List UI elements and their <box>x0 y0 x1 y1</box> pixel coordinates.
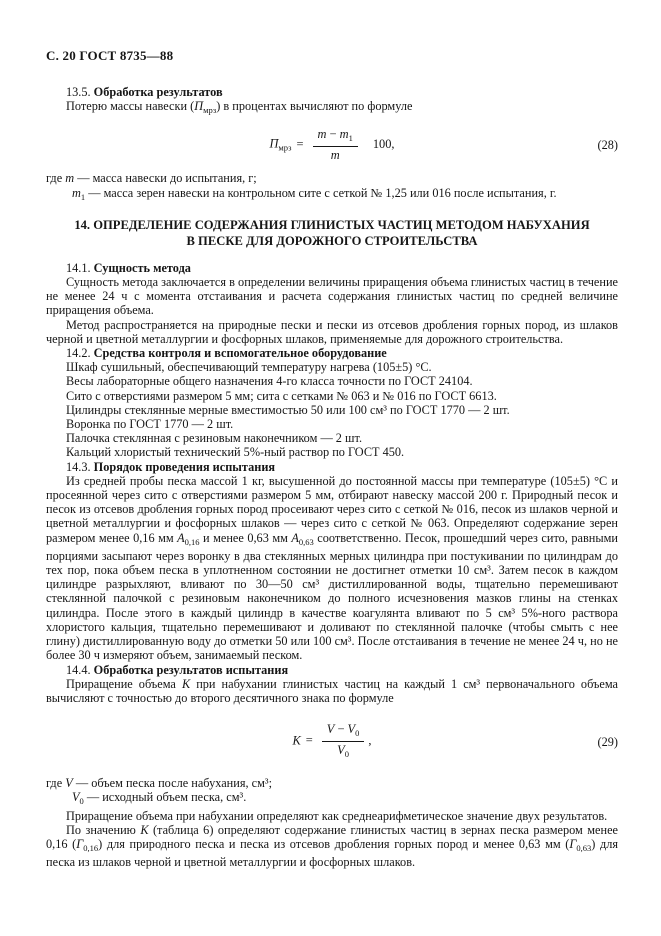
section-14-2-heading <box>46 346 618 360</box>
var-m1-subscript: 1 <box>80 191 86 202</box>
section-14-1-heading <box>46 261 618 275</box>
heading-title: Средства контроля и вспомогательное оборудование <box>93 346 387 361</box>
section-14-title-line1: 14. ОПРЕДЕЛЕНИЕ СОДЕРЖАНИЯ ГЛИНИСТЫХ ЧАСТИЦ МЕТОДОМ НАБУХАНИЯ <box>74 217 590 232</box>
text-run: где <box>46 776 66 791</box>
para-procedure <box>46 474 618 663</box>
para-13-5-intro <box>46 99 618 117</box>
where-line-m <box>46 171 618 185</box>
section-14-title <box>46 217 618 249</box>
var-V: V <box>326 722 335 737</box>
text-run: Из средней пробы песка массой 1 кг, высушенной до постоянной массы при температуре (105±5) °С и просеянной через сито с отверстиями размером 5 мм, отбирают навеску массой 200 г. Природный песок и песок из отсевов дробления горных пород просеивают через сито с сеткой № 016, песок из шлаков черной и цветной металлургии и фосфорных шлаков — через сито с сеткой № 063. Определяют содержание зерен размером менее 0,16 мм <box>46 473 618 545</box>
para-final <box>46 823 618 870</box>
text-run: — масса навески до испытания, г; <box>74 171 257 186</box>
var-A063: A <box>291 530 299 545</box>
equipment-item: Сито с отверстиями размером 5 мм; сита с сетками № 063 и № 016 по ГОСТ 6613. <box>66 388 497 403</box>
symbol-P-mrz-subscript: мрз <box>203 105 217 116</box>
var-m1: m <box>72 185 81 200</box>
var-K: K <box>140 822 149 837</box>
minus-sign: − <box>326 127 340 142</box>
text-run: ) для песка из шлаков черной и цветной металлургии и фосфорных шлаков. <box>46 836 618 870</box>
text-run: Потерю массы навески ( <box>66 99 195 114</box>
section-14-3-heading <box>46 460 618 474</box>
text-run: ) для природного песка и песка из отсевов дробления горных пород и менее 0,63 мм ( <box>98 836 570 851</box>
var-A016-subscript: 0,16 <box>184 536 200 547</box>
var-K: K <box>181 676 191 691</box>
formula-29-body <box>293 722 372 761</box>
equipment-item: Кальций хлористый технический 5%-ный раствор по ГОСТ 450. <box>66 445 405 460</box>
heading-number: 14.3. <box>66 459 91 474</box>
var-A016: A <box>177 530 185 545</box>
var-V0-subscript: 0 <box>344 749 349 760</box>
text-run: (таблица 6) определяют содержание глинистых частиц в зернах песка размером менее 0,16 ( <box>46 822 618 851</box>
para-14-4-intro <box>46 677 618 705</box>
text-run: — исходный объем песка, см³. <box>83 790 247 805</box>
equipment-item: Шкаф сушильный, обеспечивающий температуру нагрева (105±5) °С. <box>66 360 432 375</box>
text-run: где <box>46 171 66 186</box>
formula-29 <box>46 722 618 761</box>
fraction-denominator <box>322 742 365 761</box>
fraction-numerator <box>313 127 358 147</box>
fraction-denominator <box>313 147 358 162</box>
text-run: — масса зерен навески на контрольном сите с сеткой № 1,25 или 016 после испытания, г. <box>85 185 557 200</box>
formula-lhs: П <box>269 136 279 151</box>
text-run: — объем песка после набухания, см³; <box>72 776 272 791</box>
heading-number: 14.1. <box>66 260 91 275</box>
para-essence-2: Метод распространяется на природные пески и пески из отсевов дробления горных пород, из шлаков черной и цветной металлургии и фосфорных шлаков, применяемые для дорожного строительства. <box>46 317 618 346</box>
para-essence-1: Сущность метода заключается в определении величины приращения объема глинистых частиц в течение не менее 24 ч с момента отстаивания и расчета содержания глинистых частиц по средней величине приращения объема. <box>46 275 618 318</box>
var-G016-subscript: 0,16 <box>83 842 99 853</box>
where-line-V <box>46 776 618 790</box>
section-14-title-line2: В ПЕСКЕ ДЛЯ ДОРОЖНОГО СТРОИТЕЛЬСТВА <box>186 233 478 248</box>
equipment-item: Палочка стеклянная с резиновым наконечником — 2 шт. <box>66 431 363 446</box>
formula-28-body <box>269 127 394 162</box>
equipment-item: Весы лабораторные общего назначения 4-го класса точности по ГОСТ 24104. <box>66 374 473 389</box>
var-m: m <box>65 171 75 186</box>
minus-sign: − <box>334 722 348 737</box>
text-run: и менее 0,63 мм <box>199 530 292 545</box>
text-run: соответственно. Песок, прошедший через сито, равными порциями засыпают через воронку в два стеклянных мерных цилиндра при постукивании по цилиндрам до тех пор, пока объем песка в уплотненном состоянии не достигнет отметки 10 см³. Затем песок в каждом цилиндре разрыхляют, вливают по 30—50 см³ дистиллированной воды, тщательно перемешивают стеклянной палочкой с резиновым наконечником до полного исчезновения мазков глины на стенках цилиндра. После этого в каждый цилиндр в качестве коагулянта вливают по 5 см³ 5%-ного раствора хлористого кальция, тщательно перемешивают и доливают по стеклянной палочке (чтобы смыть с нее глину) дистиллированную воду до отметки 50 или 100 см³. После отстаивания в течение не менее 24 ч, но не более 30 ч измеряют объем, занимаемый песком. <box>46 530 618 663</box>
var-V: V <box>65 776 73 791</box>
equation-number-28: (28) <box>597 137 618 152</box>
formula-28 <box>46 127 618 162</box>
equals-sign: = <box>305 733 313 748</box>
formula-lhs-subscript: мрз <box>278 142 292 153</box>
var-V0: V <box>347 722 356 737</box>
var-V0-subscript: 0 <box>355 728 360 739</box>
var-A063-subscript: 0,63 <box>298 536 314 547</box>
page-header: С. 20 ГОСТ 8735—88 <box>46 48 174 63</box>
var-G063: Г <box>569 836 577 851</box>
heading-number: 14.4. <box>66 662 91 677</box>
var-m1-subscript: 1 <box>348 133 353 144</box>
text-run: По значению <box>66 822 141 837</box>
comma: , <box>368 733 372 748</box>
var-m: m <box>317 127 327 142</box>
heading-title: Порядок проведения испытания <box>93 459 276 474</box>
section-14-4-heading <box>46 663 618 677</box>
var-G063-subscript: 0,63 <box>576 842 592 853</box>
formula-lhs: K <box>292 733 301 748</box>
equation-number-29: (29) <box>597 734 618 749</box>
heading-title: Обработка результатов испытания <box>93 662 289 677</box>
var-V0: V <box>337 743 345 758</box>
where-line-V0 <box>46 790 618 808</box>
equipment-item: Воронка по ГОСТ 1770 — 2 шт. <box>66 417 234 432</box>
var-V0-subscript: 0 <box>79 796 84 807</box>
text-run: Приращение объема <box>66 676 182 691</box>
heading-number: 13.5. <box>66 85 91 99</box>
text-run: ) в процентах вычисляют по формуле <box>216 99 413 114</box>
heading-number: 14.2. <box>66 346 91 361</box>
var-V0: V <box>72 790 80 805</box>
fraction-numerator <box>322 722 365 742</box>
equals-sign: = <box>296 136 304 151</box>
page-content <box>46 48 618 869</box>
fraction <box>322 722 365 761</box>
var-m1: m <box>339 127 349 142</box>
equipment-item: Цилиндры стеклянные мерные вместимостью 50 или 100 см³ по ГОСТ 1770 — 2 шт. <box>66 402 510 417</box>
heading-title: Сущность метода <box>93 260 191 275</box>
heading-title: Обработка результатов <box>93 85 223 99</box>
para-average: Приращение объема при набухании определяют как среднеарифметическое значение двух результатов. <box>66 808 608 823</box>
section-13-5-heading <box>46 85 618 99</box>
formula-factor: 100, <box>372 136 395 151</box>
text-run: при набухании глинистых частиц на каждый 1 см³ первоначального объема вычисляют с точностью до второго десятичного знака по формуле <box>46 676 618 705</box>
symbol-P-mrz: П <box>194 99 204 114</box>
var-G016: Г <box>76 836 84 851</box>
var-m: m <box>330 148 340 163</box>
where-line-m1 <box>46 186 618 204</box>
fraction <box>313 127 358 162</box>
